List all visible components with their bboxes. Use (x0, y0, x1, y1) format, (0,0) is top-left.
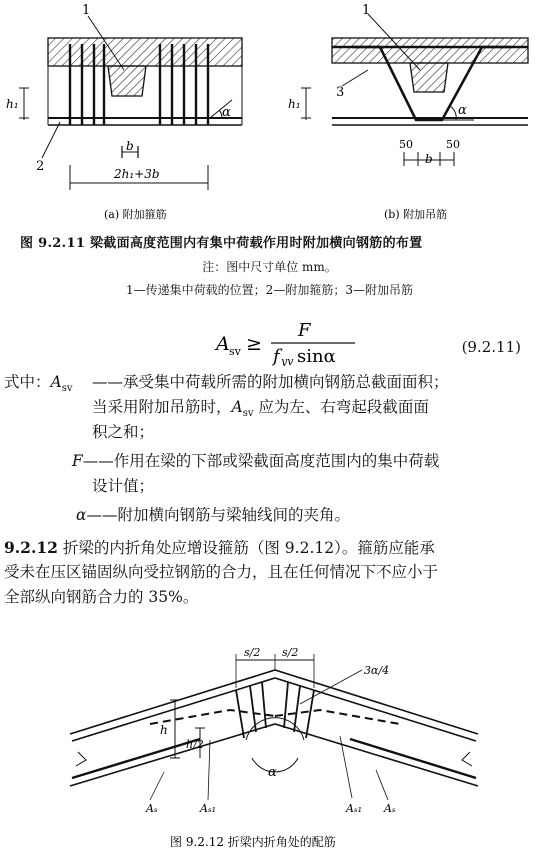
where-f: F——作用在梁的下部或梁截面高度范围内的集中荷载 (72, 452, 440, 470)
label-h1: h₁ (6, 97, 19, 111)
where-asv-line1: ——承受集中荷载所需的附加横向钢筋总截面面积； (92, 373, 449, 391)
label-alpha: α (268, 765, 277, 780)
figure-9-2-12 (0, 640, 539, 853)
label-as-left: Aₛ (146, 802, 158, 815)
equation-number: (9.2.11) (461, 338, 521, 356)
formula-lhs: A (216, 333, 230, 355)
caption-a: (a) 附加箍筋 (104, 208, 167, 221)
label-50-right: 50 (446, 138, 460, 151)
label-50-left: 50 (399, 138, 413, 151)
label-width: 2h₁+3b (114, 167, 160, 181)
where-asv-line3: 积之和； (92, 423, 155, 441)
label-alpha: α (222, 105, 231, 120)
label-3: 3 (336, 85, 345, 100)
clause-9-2-12-line2: 受未在压区锚固纵向受拉钢筋的合力，且在任何情况下不应小于 (4, 563, 439, 581)
secondary-beam-section (108, 66, 146, 96)
formula-9-2-11 (0, 318, 539, 366)
label-s2-right: s/2 (282, 646, 299, 659)
label-alpha: α (458, 103, 467, 118)
figure-9-2-11-title: 图 9.2.11 梁截面高度范围内有集中荷载作用时附加横向钢筋的布置 (20, 236, 423, 251)
label-as1-left: Aₛ₁ (200, 802, 217, 815)
clause-9-2-12-line3: 全部纵向钢筋合力的 35%。 (4, 588, 199, 606)
label-3alpha4: 3α/4 (364, 664, 390, 677)
figure-9-2-11-a (0, 0, 270, 225)
label-b: b (425, 152, 433, 166)
label-h1: h₁ (288, 97, 301, 111)
label-2: 2 (36, 159, 45, 174)
label-h: h (160, 723, 168, 737)
label-1: 1 (82, 3, 91, 18)
formula-relation: ≥ (246, 333, 262, 355)
formula-den-sin: sinα (297, 346, 336, 366)
label-b: b (126, 139, 134, 153)
label-as-right: Aₛ (384, 802, 396, 815)
figure-9-2-11-note: 注：图中尺寸单位 mm。 (202, 260, 337, 274)
where-lead: 式中：$A_{sv}$ (4, 373, 73, 395)
where-asv-line2: 当采用附加吊筋时，$A_{sv}$ 应为左、右弯起段截面面 (92, 398, 429, 420)
where-alpha: α——附加横向钢筋与梁轴线间的夹角。 (76, 506, 350, 524)
formula-lhs-sub: sv (229, 345, 241, 358)
figure-9-2-11-b (270, 0, 539, 225)
figure-9-2-12-title: 图 9.2.12 折梁内折角处的配筋 (170, 835, 336, 849)
clause-9-2-12-line1: 9.2.12 折梁的内折角处应增设箍筋（图 9.2.12）。箍筋应能承 (4, 538, 435, 557)
figure-9-2-11-legend: 1—传递集中荷载的位置；2—附加箍筋；3—附加吊筋 (126, 283, 413, 297)
formula-den-f: f (273, 346, 280, 366)
formula-numerator: F (298, 320, 311, 341)
slab-section (332, 38, 528, 63)
label-1: 1 (362, 3, 371, 18)
caption-b: (b) 附加吊筋 (384, 208, 448, 221)
secondary-beam-section (410, 63, 448, 92)
where-f-line2: 设计值； (92, 477, 155, 495)
label-as1-right: Aₛ₁ (346, 802, 363, 815)
formula-den-sub: yv (281, 355, 294, 366)
label-h2: h/2 (186, 738, 204, 751)
slab-section (48, 38, 242, 66)
label-s2-left: s/2 (244, 646, 261, 659)
